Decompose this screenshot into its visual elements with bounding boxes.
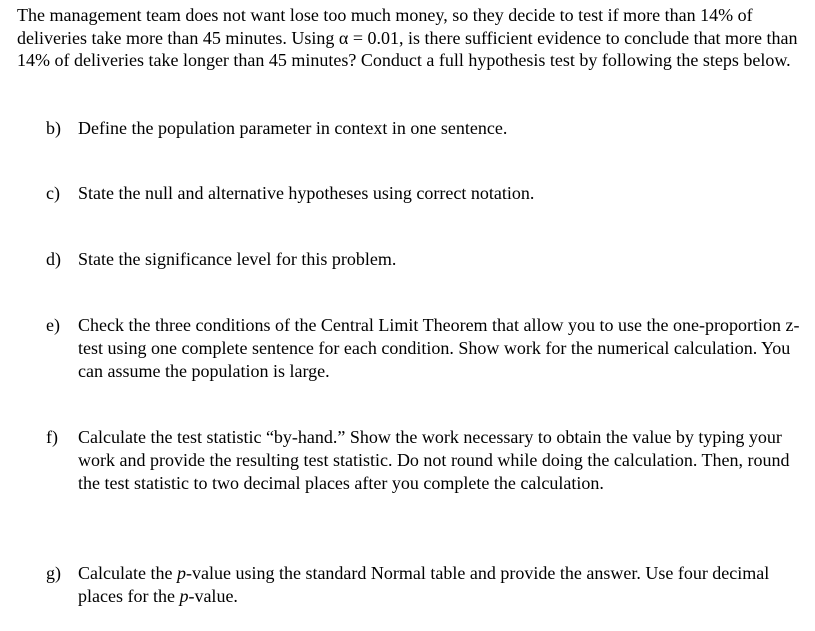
question-f (46, 426, 801, 495)
question-text-part: -value. (188, 586, 238, 606)
problem-intro: The management team does not want lose too much money, so they decide to test if more than 14% of deliveries take more than 45 minutes. Using α = 0.01, is there sufficient evidence to conclude that more than 14% of deliveries take longer than 45 minutes? Conduct a full hypothesis test by following the steps below. (17, 5, 798, 70)
question-c (46, 182, 801, 205)
question-e (46, 314, 801, 383)
question-text-part: -value using the standard Normal table and provide the answer. Use four decimal places for the (78, 563, 770, 606)
question-text (78, 562, 801, 608)
question-text-part: Calculate the (78, 563, 177, 583)
question-text: State the significance level for this problem. (78, 249, 397, 269)
question-text: Calculate the test statistic “by-hand.” Show the work necessary to obtain the value by typing your work and provide the resulting test statistic. Do not round while doing the calculation. Then, round the test statistic to two decimal places after you complete the calculation. (78, 427, 790, 493)
p-variable: p (176, 563, 186, 583)
p-variable: p (179, 586, 189, 606)
question-letter: g) (46, 563, 61, 583)
question-letter: f) (46, 427, 58, 447)
question-text: Define the population parameter in context in one sentence. (78, 118, 508, 138)
question-letter: b) (46, 118, 61, 138)
question-letter: d) (46, 249, 61, 269)
question-b (46, 117, 801, 140)
question-text: State the null and alternative hypotheses using correct notation. (78, 183, 535, 203)
question-g (46, 562, 801, 608)
question-letter: e) (46, 315, 60, 335)
question-d (46, 248, 801, 271)
question-text: Check the three conditions of the Central Limit Theorem that allow you to use the one-proportion z-test using one complete sentence for each condition. Show work for the numerical calculation. You can assume the population is large. (78, 315, 800, 381)
question-letter: c) (46, 183, 60, 203)
